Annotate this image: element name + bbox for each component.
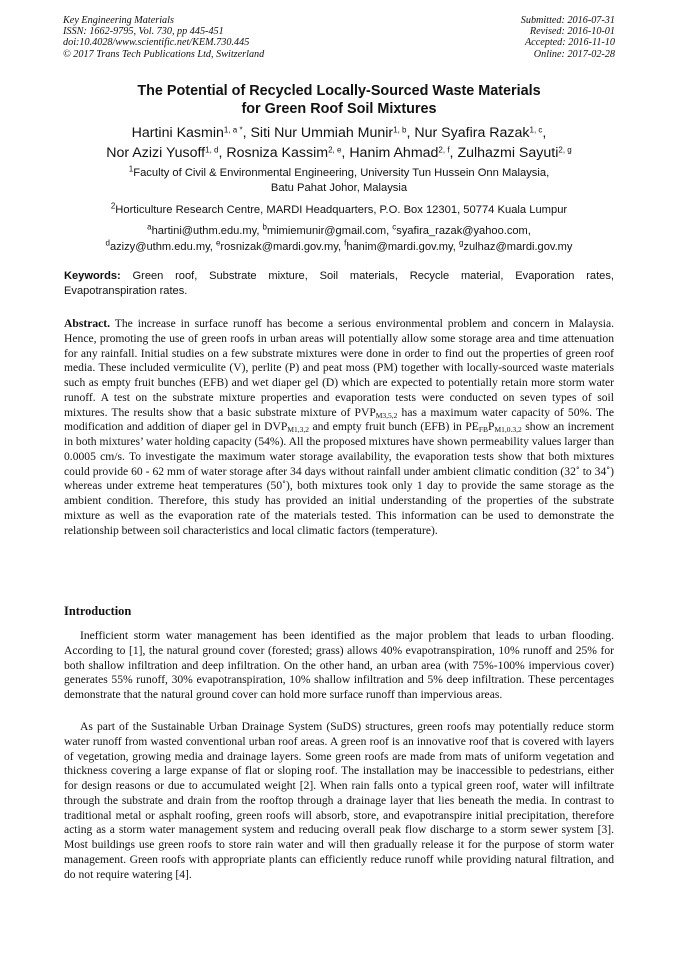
author-name: Zulhazmi Sayuti: [457, 144, 559, 161]
author-name: Rosniza Kassim: [226, 144, 329, 161]
affiliation-line: Batu Pahat Johor, Malaysia: [270, 182, 408, 194]
email-address: rosnizak@mardi.gov.my: [220, 240, 338, 253]
affiliation-number: 1: [128, 164, 134, 174]
email-address: azizy@uthm.edu.my: [109, 240, 210, 253]
email-address: zulhaz@mardi.gov.my: [463, 240, 573, 253]
revised-date: Revised: 2016-10-01: [529, 26, 615, 38]
keywords-text: Green roof, Substrate mixture, Soil materials, Recycle material, Evaporation rates, Evapotranspiration rates.: [64, 270, 614, 297]
accepted-date: Accepted: 2016-11-10: [524, 37, 615, 49]
email-address: hartini@uthm.edu.my: [151, 225, 257, 237]
author-line-2: Nor Azizi Yusoff$^{1, d}$, Rosniza Kassim$^{2, e}$, Hanim Ahmad$^{2, f}$, Zulhazmi Sayuti$^{2, g}$: [106, 144, 572, 161]
issn-volume-pages: ISSN: 1662-9795, Vol. 730, pp 445-451: [63, 26, 224, 38]
paper-title: [40, 82, 638, 118]
author-affiliation-mark: 1, d: [205, 145, 219, 155]
author-affiliation-mark: 2, g: [558, 145, 572, 155]
author-name: Nur Syafira Razak: [414, 125, 530, 141]
author-affiliation-mark: 2, f: [438, 145, 450, 155]
author-affiliation-mark: 1, b: [393, 125, 407, 135]
submitted-date: Submitted: 2016-07-31: [520, 15, 615, 26]
author-name: Hanim Ahmad: [349, 144, 439, 161]
affiliation-line: Horticulture Research Centre, MARDI Headquarters, P.O. Box 12301, 50774 Kuala Lumpur: [115, 204, 568, 216]
author-list: [30, 124, 648, 163]
author-affiliation-mark: 1, c: [529, 125, 543, 135]
email-line-1: $^a$hartini@uthm.edu.my, $^b$mimiemunir@gmail.com, $^c$syafira_razak@yahoo.com,: [147, 222, 531, 237]
affiliation-1: [40, 166, 638, 196]
author-emails: [40, 224, 638, 255]
author-name: Nor Azizi Yusoff: [106, 144, 206, 161]
journal-header: [63, 15, 264, 60]
journal-name: Key Engineering Materials: [63, 15, 174, 26]
abstract-label: Abstract.: [64, 317, 111, 330]
author-name: Hartini Kasmin: [131, 125, 224, 141]
email-address: hanim@mardi.gov.my: [346, 240, 453, 253]
author-affiliation-mark: 1, a *: [223, 125, 243, 135]
section-heading-introduction: Introduction: [64, 604, 132, 618]
intro-paragraph-1: Inefficient storm water management has been identified as the major problem that leads to urban flooding. According to [1], the natural ground cover (forested; grass) allows 40% evapotranspiration, 10% runoff and 25% for both shallow infiltration and deep infiltration. On the other hand, an urban area (with 75%-100% impervious cover) generates 55% runoff, 30% evapotranspiration, 10% shallow infiltration and 5% deep infiltration. These percentages demonstrate that the natural ground cover can hold more surface runoff than impervious areas.: [64, 629, 614, 701]
keywords-block: [64, 269, 614, 299]
title-line-1: The Potential of Recycled Locally-Sourced Waste Materials: [137, 83, 541, 99]
email-address: mimiemunir@gmail.com: [266, 225, 387, 237]
email-line-2: $^d$azizy@uthm.edu.my, $^e$rosnizak@mardi.gov.my, $^f$hanim@mardi.gov.my, $^g$zulhaz@mardi.gov.my: [105, 238, 573, 253]
author-name: Siti Nur Ummiah Munir: [250, 125, 394, 141]
title-line-2: for Green Roof Soil Mixtures: [241, 101, 437, 117]
affiliation-line: Faculty of Civil & Environmental Engineering, University Tun Hussein Onn Malaysia,: [133, 167, 550, 179]
copyright: © 2017 Trans Tech Publications Ltd, Switzerland: [63, 48, 265, 60]
abstract-block: Abstract. The increase in surface runoff has become a serious environmental problem and concern in Malaysia. Hence, promoting the use of green roofs in urban areas will potentially allow some storage area and time attenuation for any rainfall. Initial studies on a few substrate mixtures were done in order to find out the properties of green roof media. These included vermiculite (V), perlite (P) and peat moss (PM) together with locally-sourced waste materials such as empty fruit bunches (EFB) and wet diaper gel (D) which are expected to potentially retain more storm water runoff. A test on the substrate mixture properties and evaporation tests were conducted on seven types of soil mixtures. The results show that a basic substrate mixture of $PVP_{M3,5,2}$ has a maximum water capacity of 50%. The modification and addition of diaper gel in $DVP_{M1,3,2}$ and empty fruit bunch (EFB) in $PE_{FB}P_{M1,0.3,2}$ show an increment in both mixtures’ water holding capacity (54%). All the proposed mixtures have shown permeability values larger than 0.0005 cm/s. To investigate the maximum water storage availability, the evaporation tests show that both mixtures could provide 60 - 62 mm of water storage after 34 days without rainfall under ambient climatic condition (32˚ to 34˚) whereas under extreme heat temperatures (50˚), both mixtures took only 1 day to provide the same storage as the ambient condition. Therefore, this study has provided an initial understanding of the properties of the substrate mixture as well as the evaporation rate of the materials tested. This information can be used to demonstrate the relationship between soil characteristics and local climatic factors (temperature).: [64, 317, 614, 537]
intro-paragraph-2: As part of the Sustainable Urban Drainage System (SuDS) structures, green roofs may potentially reduce storm water runoff from wasted conventional urban roof areas. A green roof is an innovative roof that is covered with layers of vegetation, growing media and drainage layers. Some green roofs are made from mats of uniform vegetation and thickness covering a large expanse of flat or sloping roof. The installation may be inaccessible to pedestrians, either for design reasons or due to accumulated weight [2]. When rain falls onto a typical green roof, water will infiltrate through the substrate and drain from the rooftop through a drainage layer that lies beneath the media. In contrast to traditional metal or asphalt roofing, green roofs will absorb, store, and evapotranspire initial precipitation, therefore acting as a storm water management system and reducing overall peak flow discharge to a storm sewer system [3]. Most buildings use green roofs to store rain water and will then gradually release it for the purpose of storm water management. Green roofs with appropriate plants can efficiently reduce runoff while providing natural filtration, and do not require watering [4].: [64, 720, 614, 881]
affiliation-2: [40, 203, 638, 218]
doi: doi:10.4028/www.scientific.net/KEM.730.445: [63, 37, 250, 49]
affiliation-number: 2: [110, 201, 116, 211]
online-date: Online: 2017-02-28: [533, 48, 615, 60]
submission-dates: [521, 15, 615, 60]
author-affiliation-mark: 2, e: [328, 145, 342, 155]
email-address: syafira_razak@yahoo.com: [396, 225, 528, 237]
keywords-label: Keywords:: [64, 270, 121, 282]
author-line-1: Hartini Kasmin$^{1, a *}$, Siti Nur Ummiah Munir$^{1, b}$, Nur Syafira Razak$^{1, c}$,: [131, 125, 547, 141]
